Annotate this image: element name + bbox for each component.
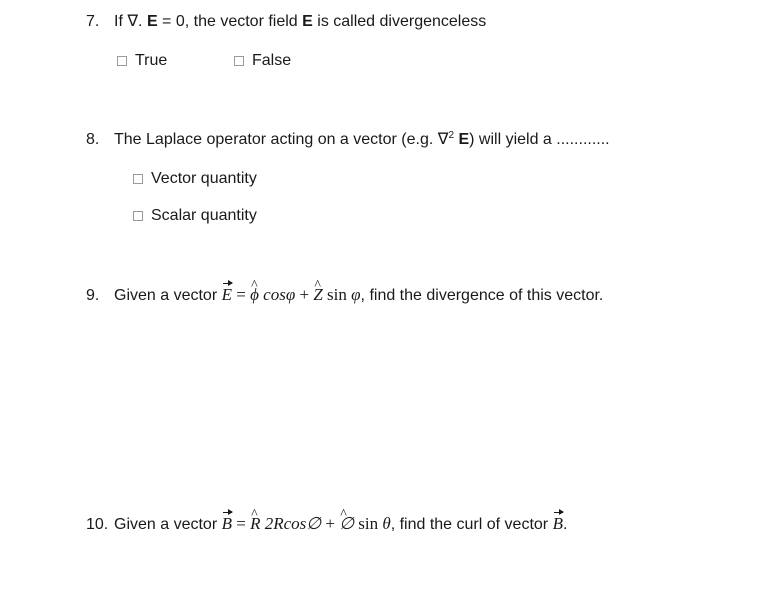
question-10: [86, 514, 567, 535]
theta-unit-vector: ^ ∅: [339, 514, 354, 534]
option-label: False: [252, 52, 292, 69]
option-scalar-quantity[interactable]: [133, 206, 257, 226]
option-label: Scalar quantity: [151, 207, 257, 224]
checkbox-icon[interactable]: [133, 174, 143, 184]
question-text: Given a vector E = ^ ϕ cosφ + ^ Z sin φ, find the divergence of this vector.: [114, 287, 603, 304]
question-text: The Laplace operator acting on a vector (e.g. ∇$^2$ E) will yield a ............: [114, 130, 610, 148]
question-text: If ∇. E = 0, the vector field E is called divergenceless: [114, 13, 487, 30]
option-vector-quantity[interactable]: [133, 169, 257, 189]
question-9: [86, 285, 603, 306]
question-7: [86, 12, 486, 32]
r-unit-vector: ^ R: [250, 514, 260, 534]
option-label: True: [135, 52, 168, 69]
vector-b-symbol: B: [221, 514, 232, 533]
vector-e-symbol: E: [221, 285, 232, 304]
checkbox-icon[interactable]: [234, 56, 244, 66]
question-number: 8.: [86, 131, 100, 148]
question-number: 7.: [86, 13, 100, 30]
option-true[interactable]: [117, 51, 167, 71]
question-number: 10.: [86, 516, 109, 533]
question-text: Given a vector B = ^ R 2Rcos∅ + ^ ∅ sin θ, find the curl of vector B.: [114, 516, 567, 533]
vector-b-symbol: B: [552, 514, 563, 533]
question-number: 9.: [86, 287, 100, 304]
z-unit-vector: ^ Z: [313, 285, 322, 305]
question-8: [86, 130, 610, 150]
checkbox-icon[interactable]: [133, 211, 143, 221]
phi-unit-vector: ^ ϕ: [250, 285, 259, 305]
checkbox-icon[interactable]: [117, 56, 127, 66]
option-false[interactable]: [234, 51, 291, 71]
option-label: Vector quantity: [151, 170, 257, 187]
